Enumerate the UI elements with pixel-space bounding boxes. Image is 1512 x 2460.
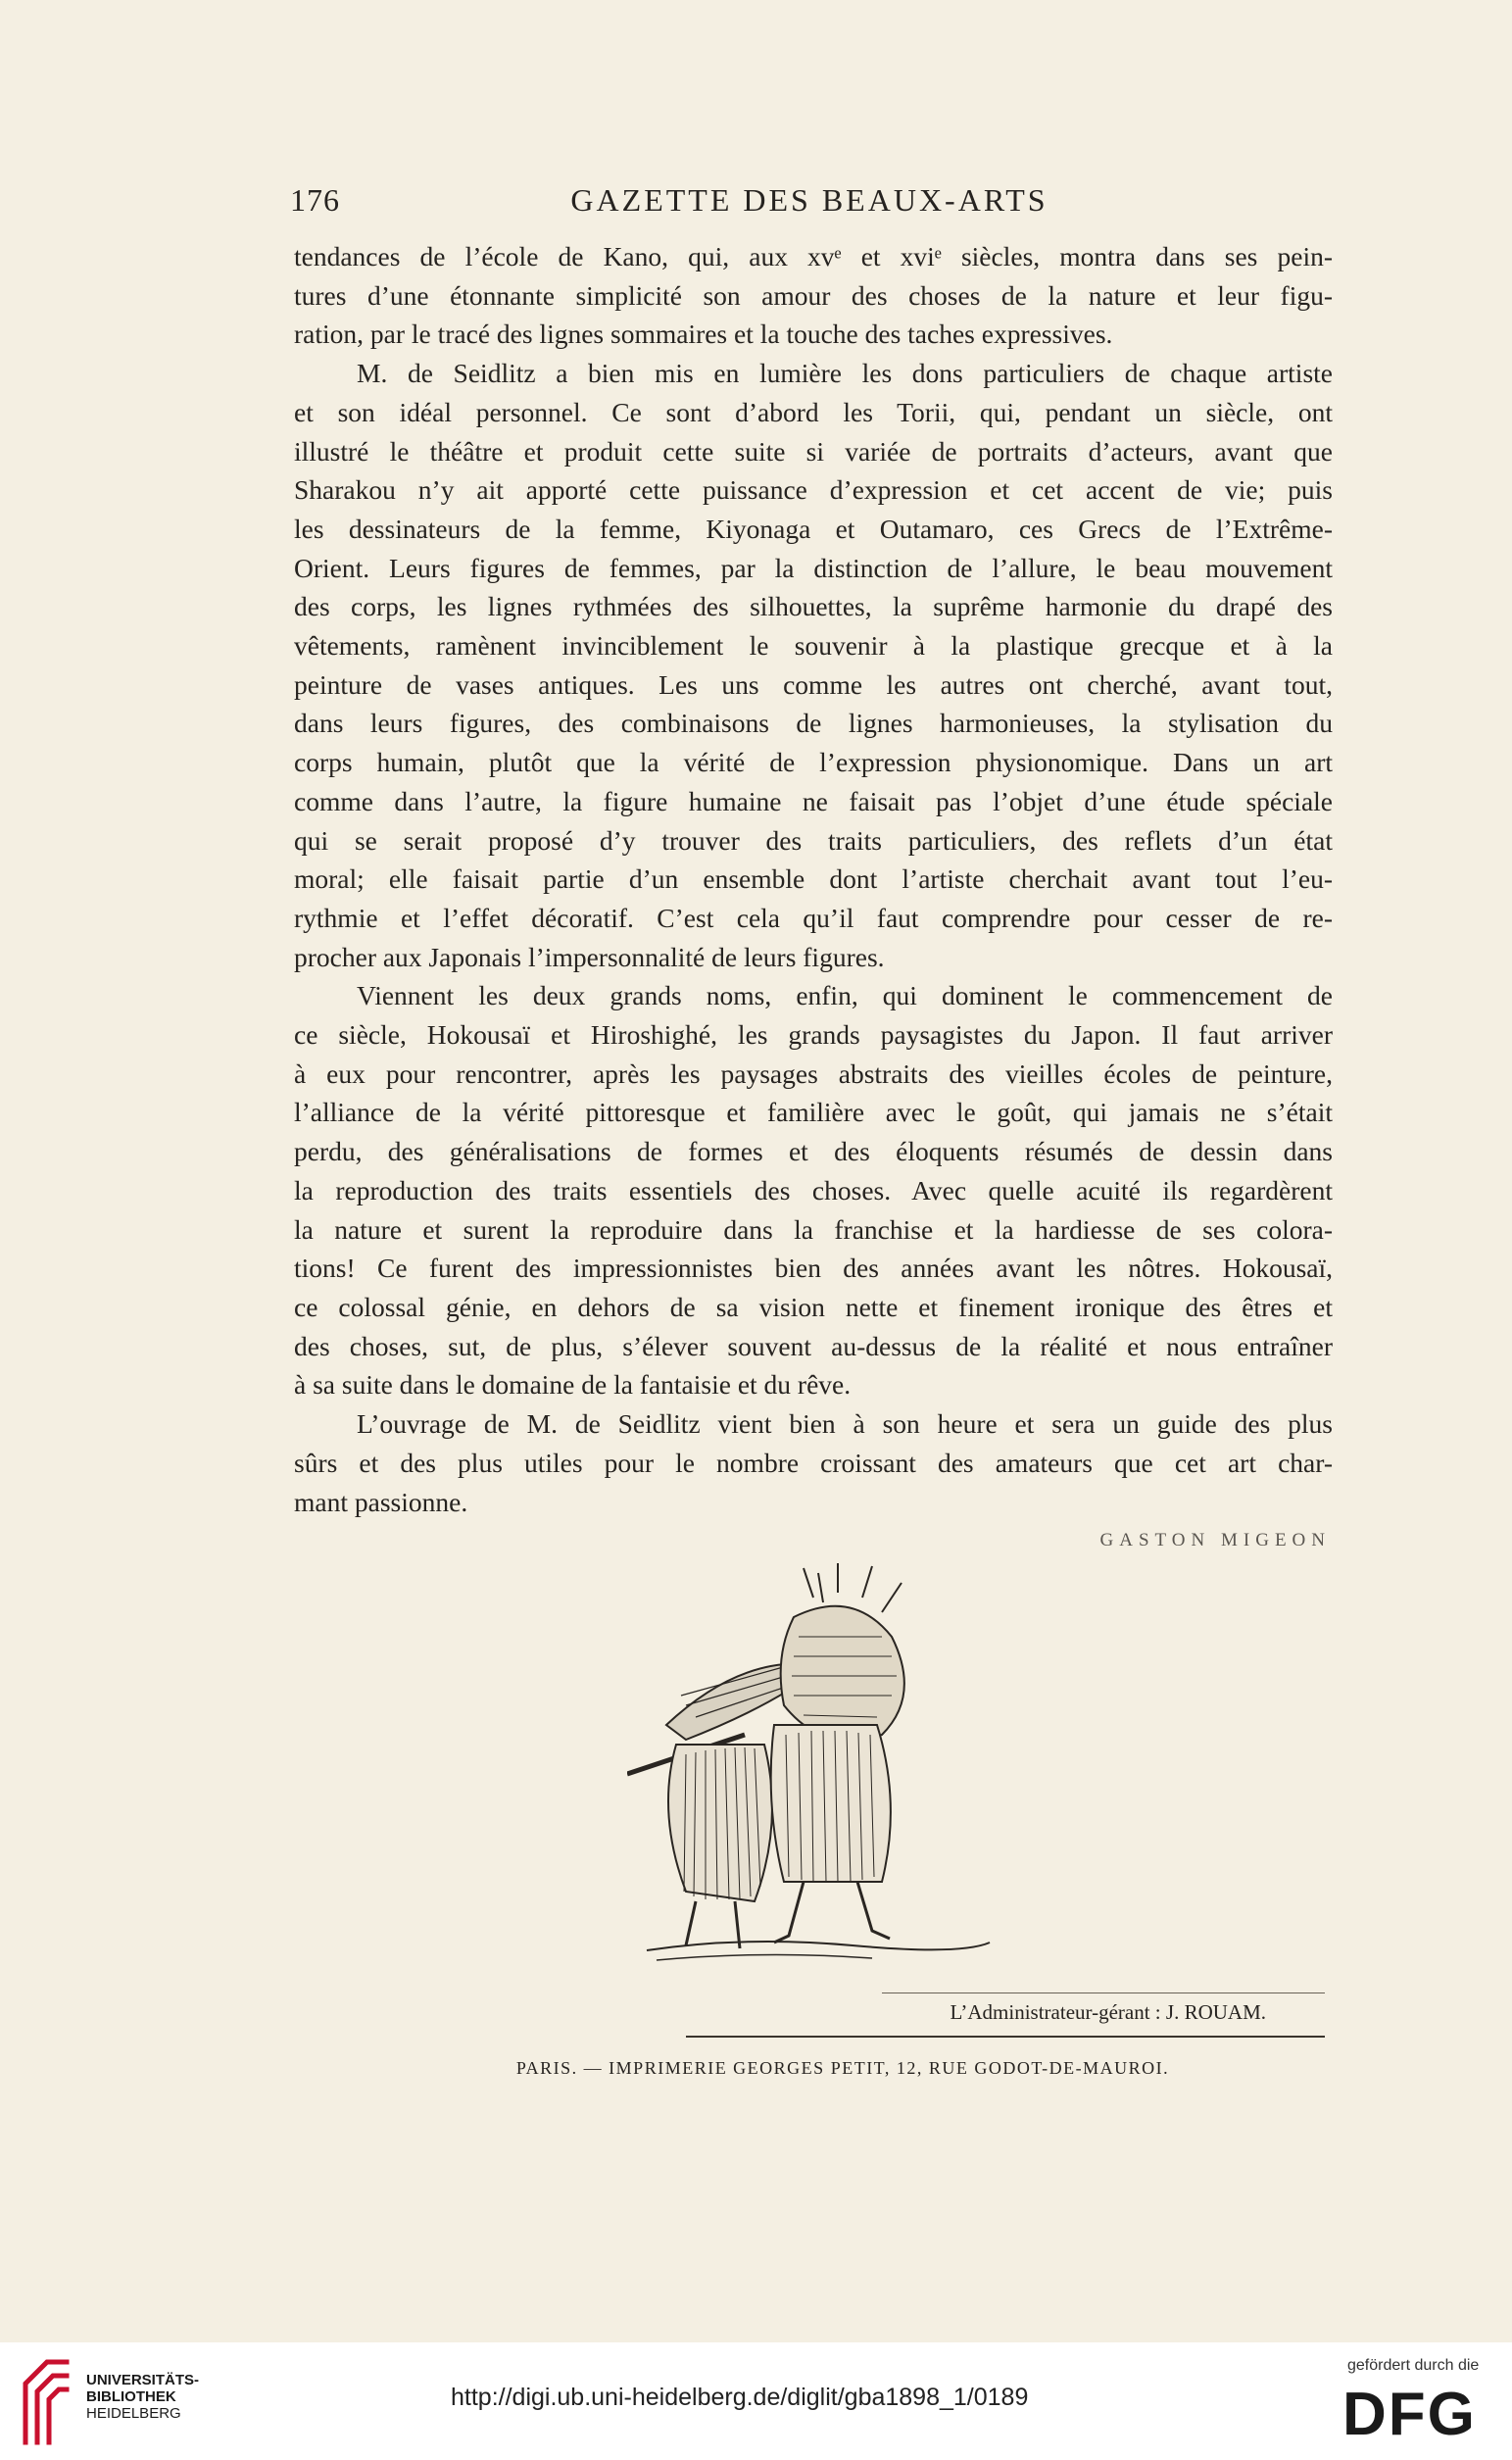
- text-line: moral; elle faisait partie d’un ensemble dont l’artiste cherchait avant tout l’eu-: [294, 863, 1333, 895]
- text-line: tendances de l’école de Kano, qui, aux xvᵉ et xviᵉ siècles, montra dans ses pein-: [294, 241, 1333, 271]
- text-line: tions! Ce furent des impressionnistes bien des années avant les nôtres. Hokousaï,: [294, 1253, 1333, 1284]
- text-line: l’alliance de la vérité pittoresque et familière avec le goût, qui jamais ne s’était: [294, 1097, 1333, 1128]
- university-library-logo-icon: [18, 2354, 73, 2448]
- library-name: [86, 2372, 199, 2422]
- text-line: des choses, sut, de plus, s’élever souvent au-dessus de la réalité et nous entraîner: [294, 1330, 1333, 1361]
- library-line-2: BIBLIOTHEK: [86, 2388, 176, 2405]
- text-line: ration, par le tracé des lignes sommaires et la touche des taches expressives.: [294, 319, 1113, 350]
- text-line: qui se serait proposé d’y trouver des traits particuliers, des reflets d’un état: [294, 824, 1333, 856]
- text-line: procher aux Japonais l’impersonnalité de leurs figures.: [294, 941, 885, 972]
- text-line: comme dans l’autre, la figure humaine ne faisait pas l’objet d’une étude spéciale: [294, 785, 1333, 816]
- text-line: mant passionne.: [294, 1486, 468, 1517]
- text-line: Orient. Leurs figures de femmes, par la distinction de l’allure, le beau mouvement: [294, 552, 1333, 583]
- library-line-3: HEIDELBERG: [86, 2405, 181, 2422]
- text-line: dans leurs figures, des combinaisons de lignes harmonieuses, la stylisation du: [294, 708, 1333, 739]
- text-line: à sa suite dans le domaine de la fantaisie et du rêve.: [294, 1369, 852, 1401]
- text-line: perdu, des généralisations de formes et des éloquents résumés de dessin dans: [294, 1136, 1333, 1167]
- admin-text: L’Administrateur-gérant : J. ROUAM.: [950, 2000, 1266, 2024]
- text-line: illustré le théâtre et produit cette suite si variée de portraits d’acteurs, avant que: [294, 435, 1333, 467]
- text-line: la nature et surent la reproduire dans la franchise et la hardiesse de ses colora-: [294, 1213, 1333, 1245]
- text-line: vêtements, ramènent invinciblement le souvenir à la plastique grecque et à la: [294, 630, 1333, 662]
- article-body: [294, 237, 1333, 1521]
- library-line-1: UNIVERSITÄTS-: [86, 2372, 200, 2388]
- text-line: et son idéal personnel. Ce sont d’abord les Torii, qui, pendant un siècle, ont: [294, 396, 1333, 427]
- page-number: 176: [290, 182, 340, 218]
- dfg-logo: DFG: [1342, 2381, 1477, 2448]
- text-line: ce colossal génie, en dehors de sa vision nette et finement ironique des êtres et: [294, 1291, 1333, 1322]
- journal-title: GAZETTE DES BEAUX-ARTS: [570, 182, 1049, 218]
- text-line: des corps, les lignes rythmées des silhouettes, la suprême harmonie du drapé des: [294, 591, 1333, 622]
- publisher-admin-line: [686, 1993, 1325, 2032]
- page-header: [290, 182, 1329, 221]
- text-line: ce siècle, Hokousaï et Hiroshighé, les grands paysagistes du Japon. Il faut arriver: [294, 1019, 1333, 1051]
- text-line: à eux pour rencontrer, après les paysages abstraits des vieilles écoles de peinture,: [294, 1058, 1333, 1089]
- text-line: rythmie et l’effet décoratif. C’est cela qu’il faut comprendre pour cesser de re-: [294, 902, 1333, 933]
- text-line: L’ouvrage de M. de Seidlitz vient bien à son heure et sera un guide des plus: [357, 1408, 1333, 1440]
- text-line: les dessinateurs de la femme, Kiyonaga et Outamaro, ces Grecs de l’Extrême-: [294, 513, 1333, 544]
- text-line: la reproduction des traits essentiels des choses. Avec quelle acuité ils regardèrent: [294, 1174, 1333, 1205]
- text-line: corps humain, plutôt que la vérité de l’expression physionomique. Dans un art: [294, 747, 1333, 778]
- text-line: tures d’une étonnante simplicité son amour des choses de la nature et leur figu-: [294, 279, 1333, 311]
- printer-imprint: PARIS. — IMPRIMERIE GEORGES PETIT, 12, RUE GODOT-DE-MAUROI.: [515, 2058, 1170, 2078]
- text-line: peinture de vases antiques. Les uns comme les autres ont cherché, avant tout,: [294, 668, 1333, 700]
- text-line: M. de Seidlitz a bien mis en lumière les dons particuliers de chaque artiste: [357, 358, 1333, 389]
- text-line: sûrs et des plus utiles pour le nombre croissant des amateurs que cet art char-: [294, 1447, 1333, 1478]
- text-line: Viennent les deux grands noms, enfin, qui dominent le commencement de: [357, 980, 1333, 1011]
- japanese-vignette-icon: [627, 1558, 1000, 1980]
- author-signature: GASTON MIGEON: [1099, 1530, 1331, 1550]
- sponsor-label: gefördert durch die: [1347, 2357, 1480, 2374]
- permalink-url[interactable]: http://digi.ub.uni-heidelberg.de/diglit/gba1898_1/0189: [451, 2384, 1029, 2411]
- text-line: Sharakou n’y ait apporté cette puissance d’expression et cet accent de vie; puis: [294, 474, 1333, 506]
- admin-rule-bottom: [686, 2036, 1325, 2038]
